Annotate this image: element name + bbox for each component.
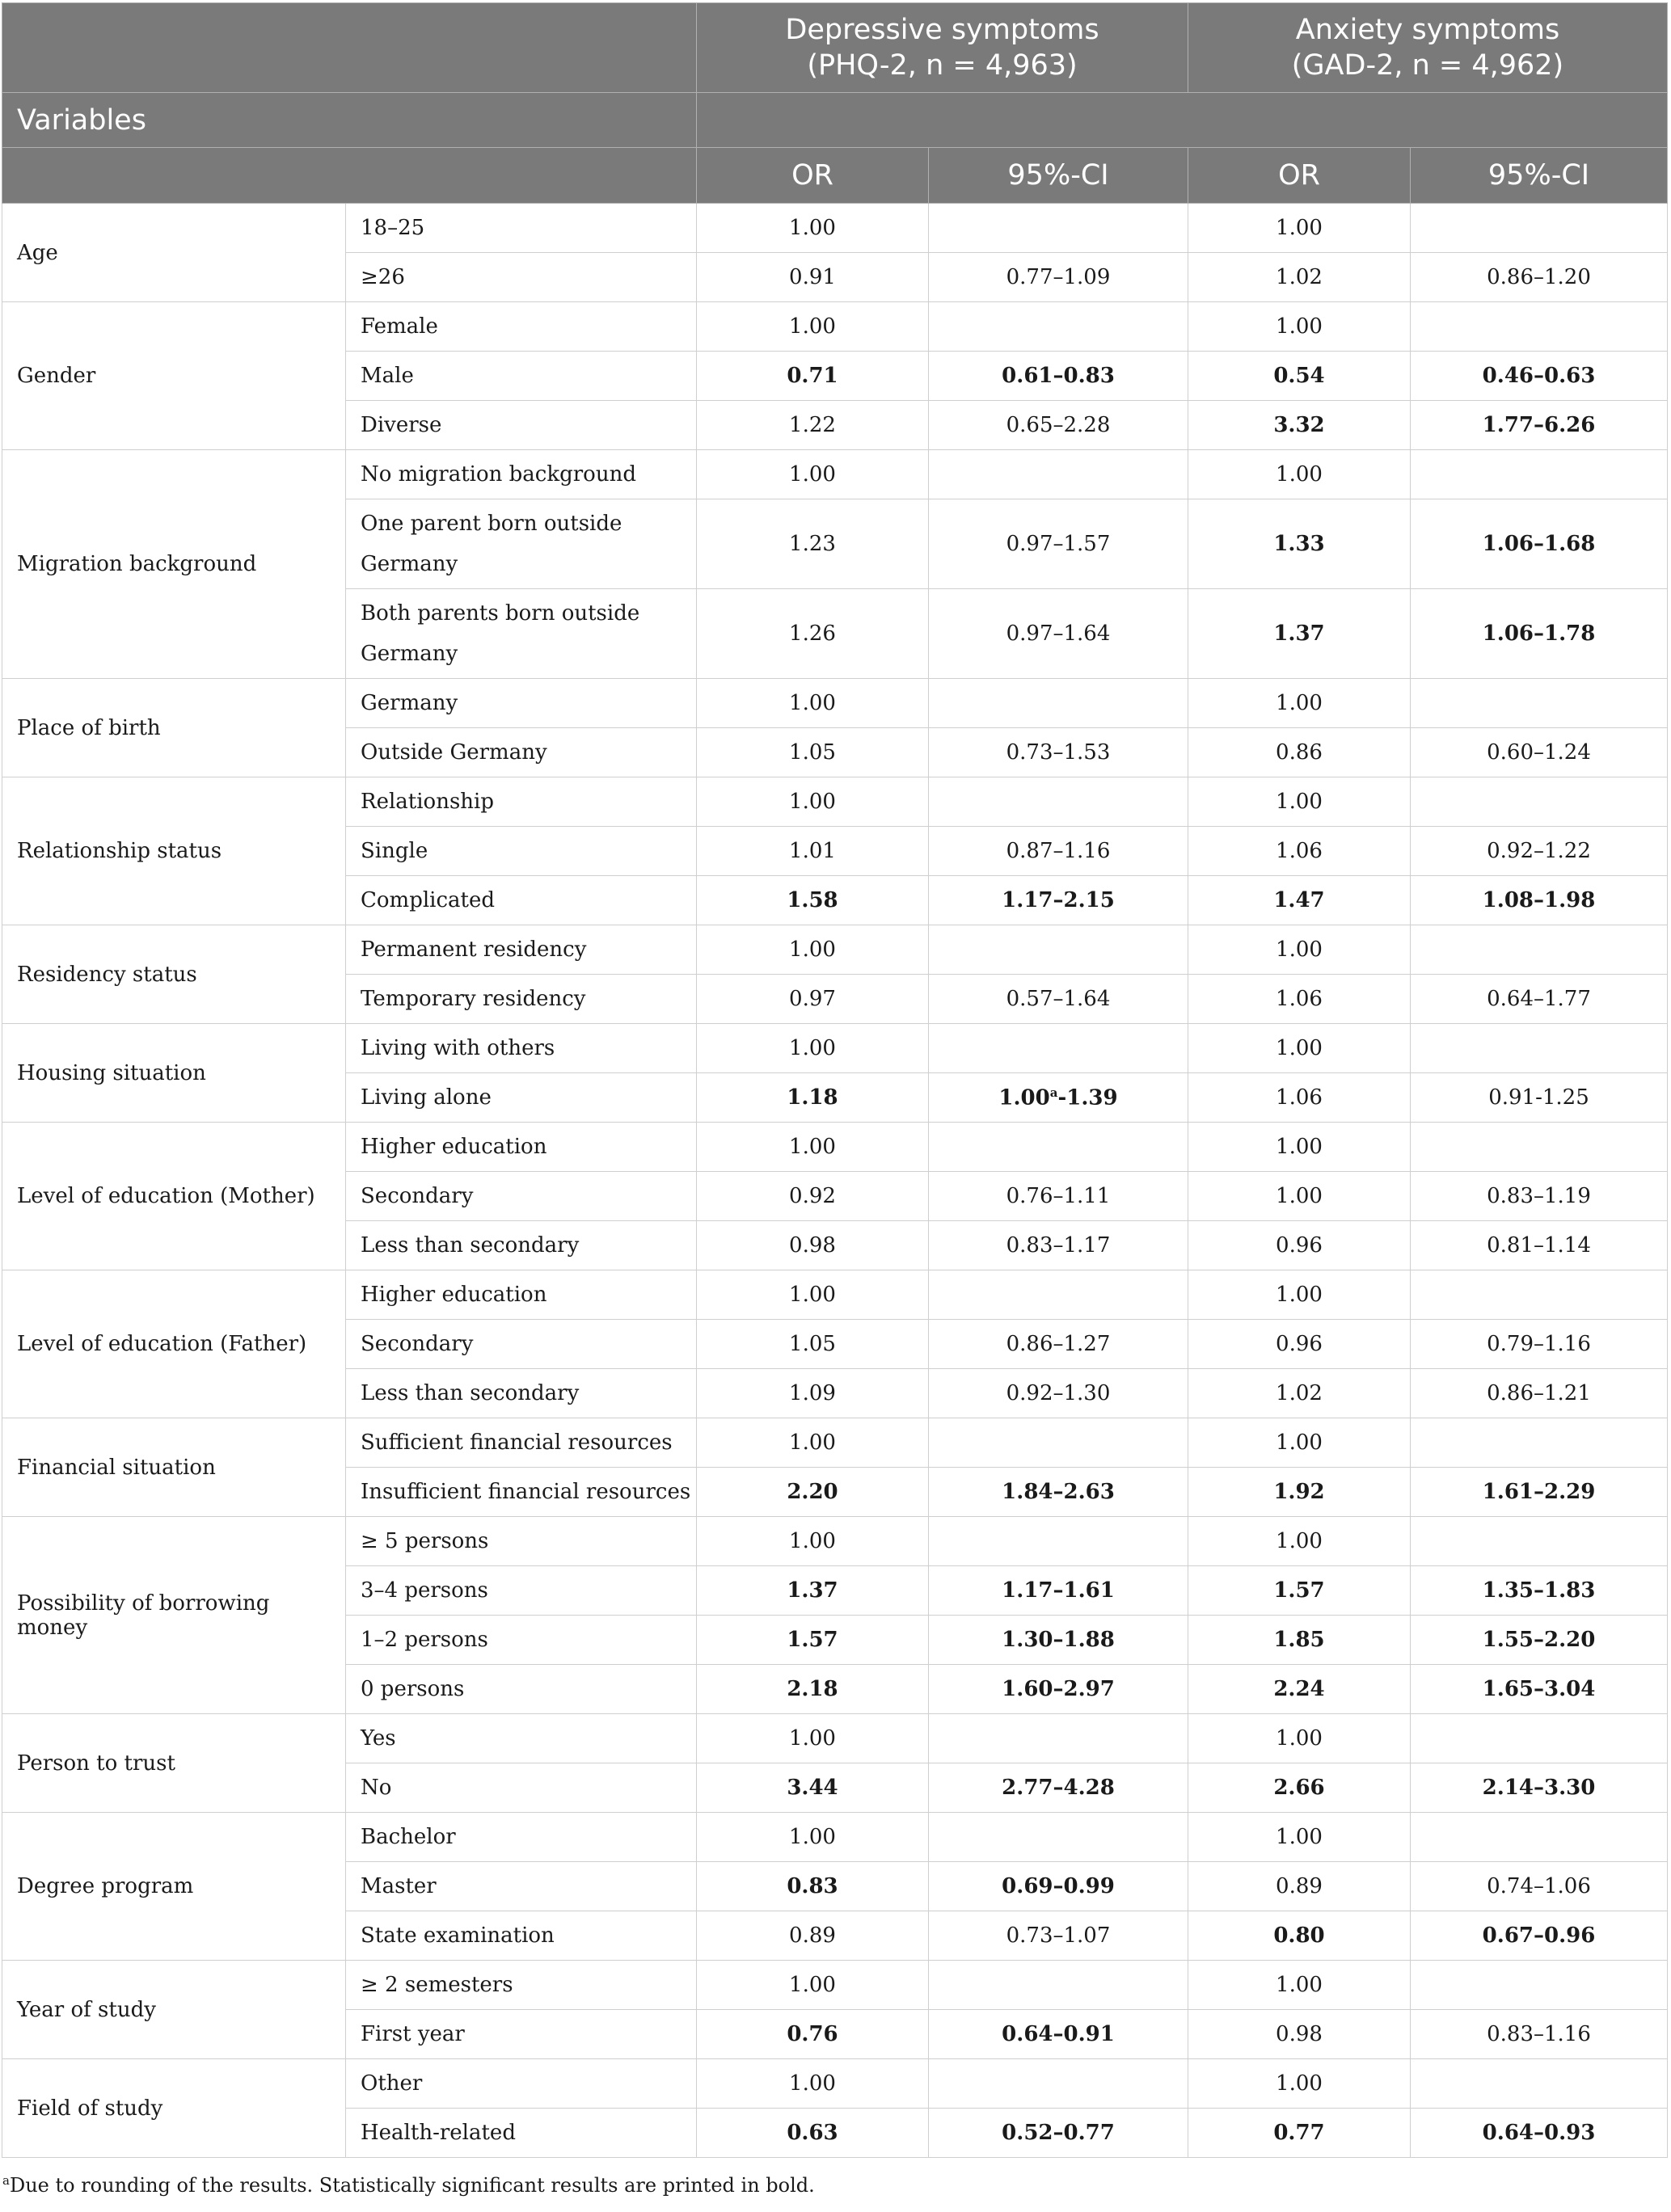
anx-or-value: 2.66 (1188, 1763, 1411, 1813)
category-label: Health-related (346, 2109, 697, 2158)
variable-name: Level of education (Father) (2, 1270, 346, 1418)
anx-or-value: 0.77 (1188, 2109, 1411, 2158)
anx-or-value: 1.00 (1188, 1123, 1411, 1172)
anx-ci-value: 0.60–1.24 (1411, 728, 1668, 777)
anx-or-value: 1.06 (1188, 827, 1411, 876)
table-row (2, 2059, 1668, 2109)
anx-or-value: 1.00 (1188, 679, 1411, 728)
anx-or-value: 1.00 (1188, 1714, 1411, 1763)
dep-or-value: 0.98 (697, 1221, 929, 1270)
dep-ci-value (929, 679, 1188, 728)
anx-or-value: 1.37 (1188, 589, 1411, 679)
variable-name: Person to trust (2, 1714, 346, 1813)
anx-ci-value: 1.08–1.98 (1411, 876, 1668, 925)
anx-ci-value: 1.65–3.04 (1411, 1665, 1668, 1714)
depressive-header-line2: (PHQ-2, n = 4,963) (807, 49, 1078, 82)
dep-or-value: 1.00 (697, 1024, 929, 1073)
dep-ci-value: 0.69–0.99 (929, 1862, 1188, 1911)
dep-ci-value: 2.77–4.28 (929, 1763, 1188, 1813)
dep-or-value: 1.00 (697, 1714, 929, 1763)
dep-or-value: 1.00 (697, 302, 929, 352)
anx-ci-value: 1.55–2.20 (1411, 1616, 1668, 1665)
anx-or-value: 0.96 (1188, 1221, 1411, 1270)
variable-name: Place of birth (2, 679, 346, 777)
category-label: Temporary residency (346, 975, 697, 1024)
anx-or-value: 1.00 (1188, 1813, 1411, 1862)
anx-ci-value (1411, 1024, 1668, 1073)
anx-ci-value (1411, 450, 1668, 499)
variable-name: Level of education (Mother) (2, 1123, 346, 1270)
anx-or-value: 1.00 (1188, 302, 1411, 352)
category-label: Less than secondary (346, 1221, 697, 1270)
dep-ci-value: 0.64–0.91 (929, 2010, 1188, 2059)
anx-or-value: 1.33 (1188, 499, 1411, 589)
anx-ci-value: 0.81–1.14 (1411, 1221, 1668, 1270)
variable-name: Possibility of borrowing money (2, 1517, 346, 1714)
dep-ci-value: 0.76–1.11 (929, 1172, 1188, 1221)
anxiety-symptoms-header (1188, 3, 1668, 93)
anx-or-value: 1.00 (1188, 777, 1411, 827)
anx-ci-value: 0.79–1.16 (1411, 1320, 1668, 1369)
table-row (2, 1418, 1668, 1468)
dep-ci-value (929, 450, 1188, 499)
variable-name: Age (2, 204, 346, 302)
category-label: Female (346, 302, 697, 352)
depressive-symptoms-header (697, 3, 1188, 93)
dep-or-value: 0.92 (697, 1172, 929, 1221)
dep-or-value: 3.44 (697, 1763, 929, 1813)
anx-ci-value (1411, 777, 1668, 827)
anx-ci-value (1411, 1123, 1668, 1172)
category-label: 1–2 persons (346, 1616, 697, 1665)
anx-ci-value (1411, 1961, 1668, 2010)
dep-or-value: 1.00 (697, 925, 929, 975)
category-label: Both parents born outside Germany (346, 589, 697, 679)
category-label: Secondary (346, 1172, 697, 1221)
anx-or-value: 0.96 (1188, 1320, 1411, 1369)
header-blank-3 (2, 148, 697, 204)
dep-ci-value: 0.87–1.16 (929, 827, 1188, 876)
dep-ci-value: 0.83–1.17 (929, 1221, 1188, 1270)
dep-ci-value: 1.30–1.88 (929, 1616, 1188, 1665)
anx-ci-value: 0.46–0.63 (1411, 352, 1668, 401)
dep-or-value: 1.01 (697, 827, 929, 876)
dep-or-value: 0.63 (697, 2109, 929, 2158)
anx-ci-value: 0.74–1.06 (1411, 1862, 1668, 1911)
anx-ci-value (1411, 302, 1668, 352)
anx-ci-value (1411, 679, 1668, 728)
anx-ci-value (1411, 204, 1668, 253)
anx-ci-value: 0.83–1.19 (1411, 1172, 1668, 1221)
dep-ci-value: 0.77–1.09 (929, 253, 1188, 302)
category-label: Male (346, 352, 697, 401)
anx-ci-value: 0.64–0.93 (1411, 2109, 1668, 2158)
dep-ci-value: 1.17–2.15 (929, 876, 1188, 925)
dep-ci-value (929, 1073, 1188, 1123)
category-label: ≥ 5 persons (346, 1517, 697, 1566)
variable-name: Migration background (2, 450, 346, 679)
anx-or-value: 0.98 (1188, 2010, 1411, 2059)
anx-or-value: 1.00 (1188, 1270, 1411, 1320)
anxiety-header-line1: Anxiety symptoms (1295, 14, 1560, 46)
dep-or-value: 0.91 (697, 253, 929, 302)
dep-ci-value: 0.73–1.53 (929, 728, 1188, 777)
table-row (2, 679, 1668, 728)
anx-or-value: 1.06 (1188, 975, 1411, 1024)
category-label: No migration background (346, 450, 697, 499)
dep-ci-header: 95%-CI (929, 148, 1188, 204)
footnote-marker: a (2, 2173, 10, 2188)
category-label: 18–25 (346, 204, 697, 253)
anx-or-value: 1.92 (1188, 1468, 1411, 1517)
category-label: Higher education (346, 1123, 697, 1172)
table-row (2, 925, 1668, 975)
anx-or-value: 1.06 (1188, 1073, 1411, 1123)
anx-ci-value: 0.83–1.16 (1411, 2010, 1668, 2059)
dep-or-value: 0.89 (697, 1911, 929, 1961)
header-blank-2 (697, 93, 1668, 148)
dep-or-value: 1.23 (697, 499, 929, 589)
footnote-marker: a (1049, 1085, 1058, 1100)
anx-ci-value: 0.64–1.77 (1411, 975, 1668, 1024)
dep-or-value: 2.18 (697, 1665, 929, 1714)
category-label: Sufficient financial resources (346, 1418, 697, 1468)
category-label: One parent born outside Germany (346, 499, 697, 589)
dep-ci-value: 1.60–2.97 (929, 1665, 1188, 1714)
dep-or-value: 1.00 (697, 1270, 929, 1320)
anx-or-value: 1.00 (1188, 1418, 1411, 1468)
dep-or-value: 1.57 (697, 1616, 929, 1665)
anx-or-value: 1.02 (1188, 253, 1411, 302)
dep-or-value: 1.05 (697, 728, 929, 777)
anx-or-value: 1.00 (1188, 2059, 1411, 2109)
category-label: Relationship (346, 777, 697, 827)
table-row (2, 1123, 1668, 1172)
anx-or-value: 1.00 (1188, 1024, 1411, 1073)
dep-or-header: OR (697, 148, 929, 204)
variables-header: Variables (2, 93, 697, 148)
table-row (2, 1024, 1668, 1073)
anx-ci-value: 1.06–1.68 (1411, 499, 1668, 589)
dep-or-value: 0.71 (697, 352, 929, 401)
dep-or-value: 1.00 (697, 204, 929, 253)
anx-or-value: 1.00 (1188, 1172, 1411, 1221)
category-label: Living alone (346, 1073, 697, 1123)
header-blank (2, 3, 697, 93)
table-row (2, 302, 1668, 352)
anx-ci-value: 0.86–1.21 (1411, 1369, 1668, 1418)
anx-or-value: 1.57 (1188, 1566, 1411, 1616)
dep-or-value: 1.58 (697, 876, 929, 925)
category-label: Permanent residency (346, 925, 697, 975)
category-label: ≥26 (346, 253, 697, 302)
variable-name: Residency status (2, 925, 346, 1024)
dep-ci-value: 0.86–1.27 (929, 1320, 1188, 1369)
table-row (2, 204, 1668, 253)
dep-or-value: 1.26 (697, 589, 929, 679)
category-label: First year (346, 2010, 697, 2059)
dep-or-value: 1.00 (697, 1813, 929, 1862)
dep-ci-value (929, 2059, 1188, 2109)
anx-ci-header: 95%-CI (1411, 148, 1668, 204)
category-label: 3–4 persons (346, 1566, 697, 1616)
category-label: Outside Germany (346, 728, 697, 777)
anx-ci-value: 0.67–0.96 (1411, 1911, 1668, 1961)
anx-or-value: 0.86 (1188, 728, 1411, 777)
anx-ci-value (1411, 925, 1668, 975)
dep-or-value: 1.18 (697, 1073, 929, 1123)
dep-or-value: 1.00 (697, 1961, 929, 2010)
dep-ci-value: 1.17–1.61 (929, 1566, 1188, 1616)
variable-name: Housing situation (2, 1024, 346, 1123)
table-row (2, 1270, 1668, 1320)
category-label: Less than secondary (346, 1369, 697, 1418)
dep-or-value: 2.20 (697, 1468, 929, 1517)
category-label: Living with others (346, 1024, 697, 1073)
dep-ci-value (929, 1270, 1188, 1320)
dep-ci-value: 0.73–1.07 (929, 1911, 1188, 1961)
category-label: Germany (346, 679, 697, 728)
anx-ci-value (1411, 2059, 1668, 2109)
dep-ci-value: 1.84–2.63 (929, 1468, 1188, 1517)
dep-or-value: 1.22 (697, 401, 929, 450)
table-row (2, 1961, 1668, 2010)
dep-ci-value (929, 1418, 1188, 1468)
dep-ci-value: 0.92–1.30 (929, 1369, 1188, 1418)
variable-name: Relationship status (2, 777, 346, 925)
anx-ci-value: 0.91-1.25 (1411, 1073, 1668, 1123)
category-label: Other (346, 2059, 697, 2109)
anx-ci-value (1411, 1714, 1668, 1763)
dep-ci-value (929, 777, 1188, 827)
anx-or-value: 0.89 (1188, 1862, 1411, 1911)
dep-ci-value: 0.97–1.57 (929, 499, 1188, 589)
category-label: No (346, 1763, 697, 1813)
table-row (2, 450, 1668, 499)
table-row (2, 1813, 1668, 1862)
dep-ci-value (929, 204, 1188, 253)
variable-name: Gender (2, 302, 346, 450)
dep-or-value: 0.83 (697, 1862, 929, 1911)
category-label: Insufficient financial resources (346, 1468, 697, 1517)
dep-or-value: 0.97 (697, 975, 929, 1024)
category-label: Yes (346, 1714, 697, 1763)
dep-ci-value: 0.61–0.83 (929, 352, 1188, 401)
variable-name: Degree program (2, 1813, 346, 1961)
anx-ci-value (1411, 1418, 1668, 1468)
dep-or-value: 1.37 (697, 1566, 929, 1616)
category-label: ≥ 2 semesters (346, 1961, 697, 2010)
dep-ci-upper: -1.39 (1057, 1085, 1118, 1110)
anx-or-value: 0.80 (1188, 1911, 1411, 1961)
anx-or-value: 1.00 (1188, 1517, 1411, 1566)
anx-ci-value: 1.77–6.26 (1411, 401, 1668, 450)
anx-or-value: 1.47 (1188, 876, 1411, 925)
dep-ci-lower: 1.00 (998, 1085, 1050, 1110)
anx-or-value: 1.02 (1188, 1369, 1411, 1418)
category-label: 0 persons (346, 1665, 697, 1714)
anx-or-value: 0.54 (1188, 352, 1411, 401)
category-label: State examination (346, 1911, 697, 1961)
table-row (2, 777, 1668, 827)
results-table (2, 2, 1668, 2158)
dep-ci-value (929, 1961, 1188, 2010)
category-label: Complicated (346, 876, 697, 925)
anx-or-value: 3.32 (1188, 401, 1411, 450)
table-footnote (2, 2173, 815, 2197)
dep-or-value: 1.09 (697, 1369, 929, 1418)
anx-ci-value (1411, 1270, 1668, 1320)
depressive-header-line1: Depressive symptoms (785, 14, 1099, 46)
dep-ci-value (929, 1123, 1188, 1172)
dep-ci-value: 0.97–1.64 (929, 589, 1188, 679)
category-label: Single (346, 827, 697, 876)
dep-or-value: 1.00 (697, 2059, 929, 2109)
anx-ci-value: 1.61–2.29 (1411, 1468, 1668, 1517)
dep-ci-value: 0.65–2.28 (929, 401, 1188, 450)
anx-ci-value (1411, 1813, 1668, 1862)
anx-ci-value (1411, 1517, 1668, 1566)
dep-or-value: 1.05 (697, 1320, 929, 1369)
dep-ci-value: 0.57–1.64 (929, 975, 1188, 1024)
dep-or-value: 0.76 (697, 2010, 929, 2059)
dep-ci-value (929, 302, 1188, 352)
dep-or-value: 1.00 (697, 1517, 929, 1566)
dep-ci-value (929, 1517, 1188, 1566)
anx-or-value: 1.00 (1188, 1961, 1411, 2010)
anx-or-value: 2.24 (1188, 1665, 1411, 1714)
footnote-text: Due to rounding of the results. Statistically significant results are printed in bold. (9, 2174, 815, 2197)
dep-ci-value: 0.52–0.77 (929, 2109, 1188, 2158)
anx-or-value: 1.85 (1188, 1616, 1411, 1665)
anx-or-header: OR (1188, 148, 1411, 204)
anx-ci-value: 0.92–1.22 (1411, 827, 1668, 876)
category-label: Diverse (346, 401, 697, 450)
dep-ci-value (929, 1714, 1188, 1763)
anx-ci-value: 1.06–1.78 (1411, 589, 1668, 679)
anx-ci-value: 2.14–3.30 (1411, 1763, 1668, 1813)
category-label: Higher education (346, 1270, 697, 1320)
variable-name: Financial situation (2, 1418, 346, 1517)
variable-name: Year of study (2, 1961, 346, 2059)
table-row (2, 1714, 1668, 1763)
dep-ci-value (929, 925, 1188, 975)
anx-or-value: 1.00 (1188, 450, 1411, 499)
dep-ci-value (929, 1813, 1188, 1862)
dep-or-value: 1.00 (697, 1418, 929, 1468)
category-label: Master (346, 1862, 697, 1911)
dep-or-value: 1.00 (697, 1123, 929, 1172)
dep-or-value: 1.00 (697, 777, 929, 827)
dep-or-value: 1.00 (697, 679, 929, 728)
table-row (2, 1517, 1668, 1566)
category-label: Bachelor (346, 1813, 697, 1862)
variable-name: Field of study (2, 2059, 346, 2158)
category-label: Secondary (346, 1320, 697, 1369)
anx-ci-value: 1.35–1.83 (1411, 1566, 1668, 1616)
anx-or-value: 1.00 (1188, 204, 1411, 253)
dep-ci-value (929, 1024, 1188, 1073)
dep-or-value: 1.00 (697, 450, 929, 499)
anxiety-header-line2: (GAD-2, n = 4,962) (1291, 49, 1564, 82)
anx-or-value: 1.00 (1188, 925, 1411, 975)
anx-ci-value: 0.86–1.20 (1411, 253, 1668, 302)
